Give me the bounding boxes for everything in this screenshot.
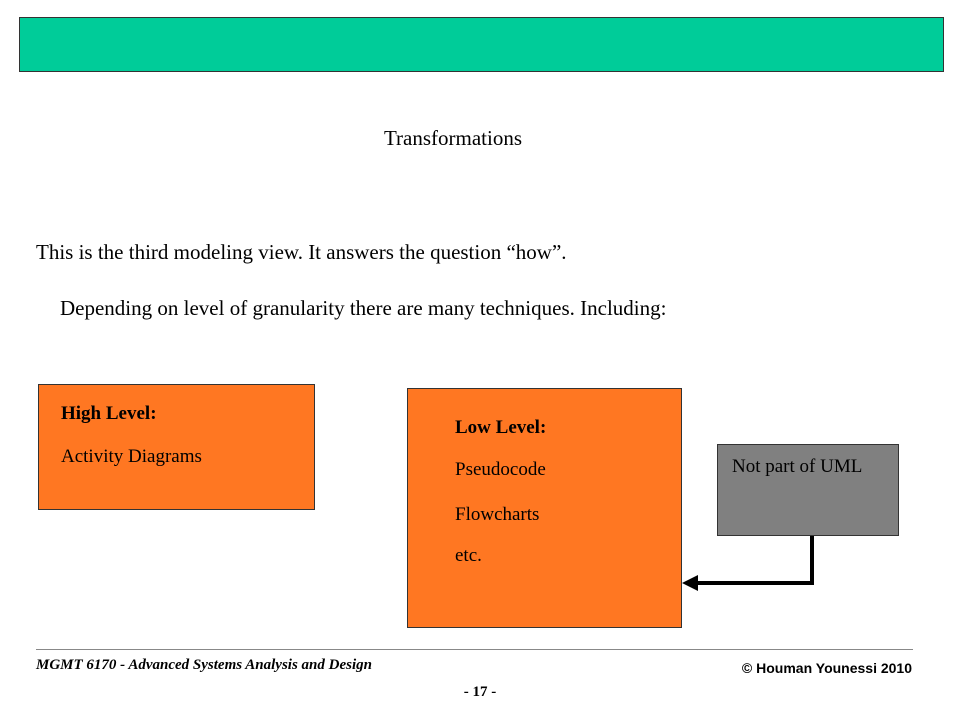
high-level-heading: High Level: <box>61 403 157 424</box>
intro-line: This is the third modeling view. It answers the question “how”. <box>36 240 567 264</box>
footer-course: MGMT 6170 - Advanced Systems Analysis and Design <box>36 657 372 673</box>
not-uml-label: Not part of UML <box>732 456 863 477</box>
footer-copyright: © Houman Younessi 2010 <box>741 660 912 676</box>
techniques-line: Depending on level of granularity there are many techniques. Including: <box>60 296 667 320</box>
low-level-item: Flowcharts <box>455 504 540 525</box>
low-level-item: etc. <box>455 545 482 566</box>
arrow-head-icon <box>682 575 698 591</box>
low-level-heading: Low Level: <box>455 417 547 438</box>
low-level-item: Pseudocode <box>455 459 546 480</box>
high-level-item: Activity Diagrams <box>61 446 202 467</box>
connector-line <box>696 536 812 583</box>
footer-page-number: - 17 - <box>463 684 497 700</box>
slide-title: Transformations <box>383 126 523 150</box>
footer-rule <box>36 649 913 650</box>
